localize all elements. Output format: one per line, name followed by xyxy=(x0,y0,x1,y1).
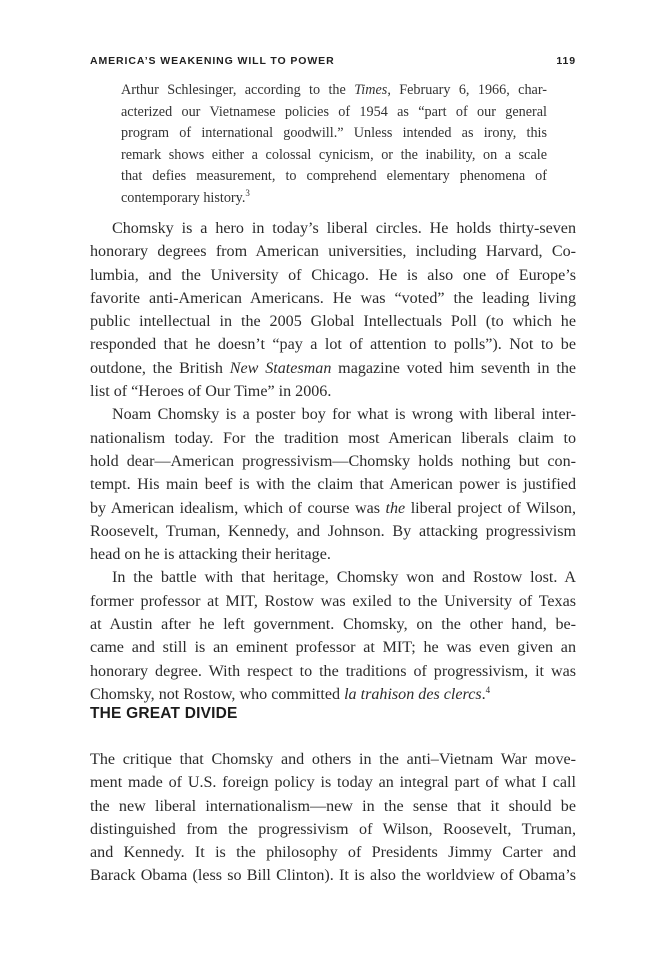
paragraph-line: by American idealism, which of course was the liberal project of Wilson, xyxy=(90,499,577,517)
paragraph-line: the new liberal internationalism—new in the sense that it should be xyxy=(90,797,576,815)
running-header xyxy=(90,55,576,69)
paragraph-line: tempt. His main beef is with the claim that American power is justified xyxy=(90,476,576,494)
quote-line: contemporary history.$^3$ xyxy=(121,187,250,206)
block-quote xyxy=(121,80,547,209)
paragraph-line: responded that he doesn’t “pay a lot of attention to polls”). Not to be xyxy=(90,336,576,354)
paragraph-line: ment made of U.S. foreign policy is today an integral part of what I call xyxy=(90,774,576,792)
paragraph-line: outdone, the British New Statesman magazine voted him seventh in the xyxy=(90,359,577,377)
paragraph-line: nationalism today. For the tradition most American liberals claim to xyxy=(90,429,576,447)
quote-line: remark shows either a colossal cynicism, or the inability, on a scale xyxy=(121,146,547,163)
paragraph-line: hold dear—American progressivism—Chomsky holds nothing but con- xyxy=(90,452,576,470)
paragraph-line: and Kennedy. It is the philosophy of Presidents Jimmy Carter and xyxy=(90,844,576,862)
running-title: AMERICA’S WEAKENING WILL TO POWER xyxy=(90,55,335,67)
paragraph-line: honorary degree. With respect to the traditions of progressivism, it was xyxy=(90,662,576,680)
paragraph-line: favorite anti-American Americans. He was “voted” the leading living xyxy=(90,289,576,307)
paragraph-line: Noam Chomsky is a poster boy for what is wrong with liberal inter- xyxy=(112,406,576,424)
quote-line: acterized our Vietnamese policies of 1954 as “part of our general xyxy=(121,103,547,120)
paragraph-line: distinguished from the progressivism of Wilson, Roosevelt, Truman, xyxy=(90,820,576,838)
section-heading: THE GREAT DIVIDE xyxy=(90,705,238,722)
footnote-marker: 4 xyxy=(485,684,491,695)
paragraph-line: at Austin after he left government. Chomsky, on the other hand, be- xyxy=(90,616,576,634)
quote-line: that defies measurement, to comprehend elementary phenomena of xyxy=(121,168,547,184)
paragraph-line: list of “Heroes of Our Time” in 2006. xyxy=(90,383,332,401)
paragraph-line: Chomsky is a hero in today’s liberal circles. He holds thirty-seven xyxy=(112,220,576,237)
footnote-marker: 3 xyxy=(245,187,250,198)
paragraph-line: lumbia, and the University of Chicago. He is also one of Europe’s xyxy=(90,266,576,284)
paragraph-line: former professor at MIT, Rostow was exiled to the University of Texas xyxy=(90,592,576,610)
body-text xyxy=(90,217,576,706)
paragraph-line: honorary degrees from American universities, including Harvard, Co- xyxy=(90,243,576,261)
quote-line: Arthur Schlesinger, according to the Times, February 6, 1966, char- xyxy=(121,82,547,98)
paragraph-line: The critique that Chomsky and others in the anti–Vietnam War move- xyxy=(90,751,576,768)
paragraph-line: public intellectual in the 2005 Global Intellectuals Poll (to which he xyxy=(90,313,576,331)
paragraph-line: In the battle with that heritage, Chomsky won and Rostow lost. A xyxy=(112,569,576,587)
paragraph-line: came and still is an eminent professor at MIT; he was even given an xyxy=(90,639,576,657)
paragraph-line: head on he is attacking their heritage. xyxy=(90,546,331,564)
page-number: 119 xyxy=(556,55,576,67)
paragraph-line: Barack Obama (less so Bill Clinton). It is also the worldview of Obama’s xyxy=(90,867,576,885)
paragraph-line: Chomsky, not Rostow, who committed la trahison des clercs.$^4$ xyxy=(90,684,491,703)
body-text xyxy=(90,748,576,888)
quote-line: program of international goodwill.” Unless intended as irony, this xyxy=(121,125,547,141)
paragraph-line: Roosevelt, Truman, Kennedy, and Johnson. By attacking progressivism xyxy=(90,522,576,540)
